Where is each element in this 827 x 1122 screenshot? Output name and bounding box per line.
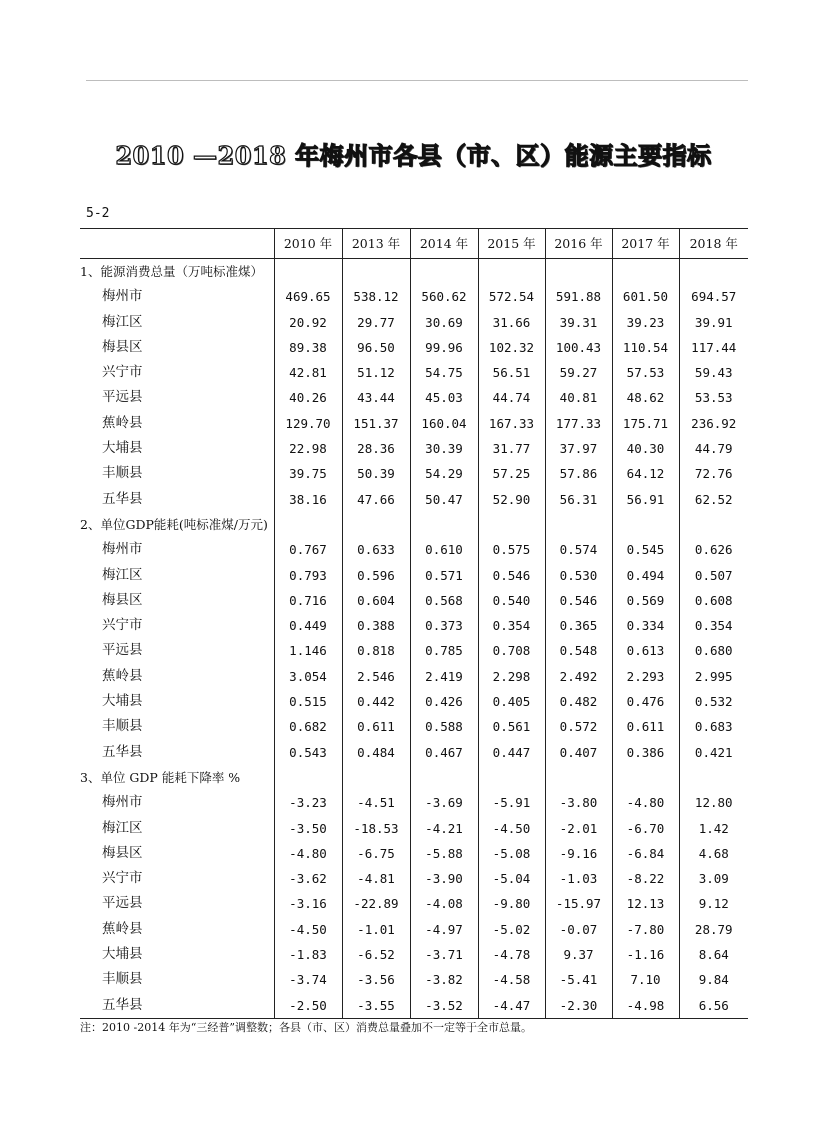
region-name: 平远县 xyxy=(102,642,143,659)
value-cell: 96.50 xyxy=(342,335,410,360)
value-cell: 2.419 xyxy=(410,664,478,689)
value-cell: 0.818 xyxy=(342,638,410,663)
column-header: 2017 年 xyxy=(612,229,679,259)
value-cell: 102.32 xyxy=(478,335,545,360)
value-cell: -3.90 xyxy=(410,866,478,891)
region-name: 梅县区 xyxy=(102,591,143,608)
value-cell: 29.77 xyxy=(342,310,410,335)
footnote: 注：2010 -2014 年为“三经普”调整数；各县（市、区）消费总量叠加不一定等于全市总量。 xyxy=(80,1021,532,1034)
table-row xyxy=(80,284,748,309)
value-cell: -6.52 xyxy=(342,942,410,967)
value-cell: -4.21 xyxy=(410,816,478,841)
value-cell: 12.80 xyxy=(679,790,748,815)
region-name: 五华县 xyxy=(80,993,274,1019)
empty-cell xyxy=(410,259,478,285)
empty-cell xyxy=(342,259,410,285)
value-cell: 0.569 xyxy=(612,588,679,613)
value-cell: 2.995 xyxy=(679,664,748,689)
value-cell: 2.546 xyxy=(342,664,410,689)
value-cell: 0.613 xyxy=(612,638,679,663)
value-cell: 39.91 xyxy=(679,310,748,335)
empty-cell xyxy=(679,512,748,537)
value-cell: -2.50 xyxy=(274,993,342,1019)
value-cell: 9.12 xyxy=(679,891,748,916)
value-cell: 44.79 xyxy=(679,436,748,461)
value-cell: 0.633 xyxy=(342,537,410,562)
value-cell: -3.62 xyxy=(274,866,342,891)
table-code: 5-2 xyxy=(86,206,110,221)
value-cell: 236.92 xyxy=(679,411,748,436)
value-cell: 0.530 xyxy=(545,563,612,588)
value-cell: -6.70 xyxy=(612,816,679,841)
value-cell: -4.58 xyxy=(478,967,545,992)
empty-cell xyxy=(478,512,545,537)
region-name: 梅江区 xyxy=(102,819,143,836)
value-cell: 2.492 xyxy=(545,664,612,689)
value-cell: 0.683 xyxy=(679,714,748,739)
value-cell: -3.71 xyxy=(410,942,478,967)
value-cell: 0.407 xyxy=(545,740,612,765)
empty-cell xyxy=(342,765,410,790)
table-row xyxy=(80,866,748,891)
empty-cell xyxy=(274,512,342,537)
section-heading: 1、能源消费总量（万吨标准煤） xyxy=(80,264,263,279)
region-name: 平远县 xyxy=(102,895,143,912)
value-cell: -5.91 xyxy=(478,790,545,815)
value-cell: 601.50 xyxy=(612,284,679,309)
value-cell: 50.47 xyxy=(410,487,478,512)
value-cell: 0.610 xyxy=(410,537,478,562)
empty-cell xyxy=(612,259,679,285)
value-cell: 20.92 xyxy=(274,310,342,335)
value-cell: 56.91 xyxy=(612,487,679,512)
value-cell: -22.89 xyxy=(342,891,410,916)
region-name: 兴宁市 xyxy=(102,617,143,634)
value-cell: 469.65 xyxy=(274,284,342,309)
value-cell: 0.447 xyxy=(478,740,545,765)
value-cell: -3.50 xyxy=(274,816,342,841)
column-header: 2013 年 xyxy=(342,229,410,259)
region-name: 梅县区 xyxy=(102,844,143,861)
empty-cell xyxy=(612,512,679,537)
value-cell: 0.532 xyxy=(679,689,748,714)
energy-indicators-table xyxy=(80,228,748,1019)
empty-cell xyxy=(410,765,478,790)
value-cell: 0.608 xyxy=(679,588,748,613)
value-cell: -5.41 xyxy=(545,967,612,992)
value-cell: -1.83 xyxy=(274,942,342,967)
value-cell: 56.31 xyxy=(545,487,612,512)
value-cell: 72.76 xyxy=(679,461,748,486)
column-header: 2018 年 xyxy=(679,229,748,259)
value-cell: -4.50 xyxy=(274,917,342,942)
empty-cell xyxy=(410,512,478,537)
value-cell: -4.51 xyxy=(342,790,410,815)
region-name: 梅江区 xyxy=(102,313,143,330)
section-heading-row xyxy=(80,512,748,537)
value-cell: 0.373 xyxy=(410,613,478,638)
value-cell: -9.16 xyxy=(545,841,612,866)
value-cell: 0.588 xyxy=(410,714,478,739)
value-cell: 0.708 xyxy=(478,638,545,663)
value-cell: 39.75 xyxy=(274,461,342,486)
value-cell: 0.561 xyxy=(478,714,545,739)
value-cell: 30.39 xyxy=(410,436,478,461)
value-cell: 1.146 xyxy=(274,638,342,663)
value-cell: 0.548 xyxy=(545,638,612,663)
value-cell: -4.81 xyxy=(342,866,410,891)
value-cell: 6.56 xyxy=(679,993,748,1019)
value-cell: 0.575 xyxy=(478,537,545,562)
value-cell: -2.30 xyxy=(545,993,612,1019)
value-cell: 167.33 xyxy=(478,411,545,436)
value-cell: 0.449 xyxy=(274,613,342,638)
value-cell: -3.56 xyxy=(342,967,410,992)
empty-cell xyxy=(545,512,612,537)
value-cell: 4.68 xyxy=(679,841,748,866)
table-row xyxy=(80,360,748,385)
empty-cell xyxy=(342,512,410,537)
value-cell: 175.71 xyxy=(612,411,679,436)
region-name: 梅江区 xyxy=(102,566,143,583)
value-cell: 0.386 xyxy=(612,740,679,765)
region-name: 大埔县 xyxy=(102,440,143,457)
value-cell: -6.75 xyxy=(342,841,410,866)
value-cell: -0.07 xyxy=(545,917,612,942)
value-cell: 0.334 xyxy=(612,613,679,638)
region-name: 五华县 xyxy=(102,490,143,507)
empty-cell xyxy=(545,259,612,285)
value-cell: 0.611 xyxy=(612,714,679,739)
value-cell: 48.62 xyxy=(612,385,679,410)
header-corner xyxy=(80,229,274,259)
value-cell: 0.507 xyxy=(679,563,748,588)
value-cell: 40.26 xyxy=(274,385,342,410)
table-row xyxy=(80,537,748,562)
value-cell: 160.04 xyxy=(410,411,478,436)
value-cell: 0.442 xyxy=(342,689,410,714)
value-cell: -2.01 xyxy=(545,816,612,841)
value-cell: 0.574 xyxy=(545,537,612,562)
value-cell: -7.80 xyxy=(612,917,679,942)
value-cell: -8.22 xyxy=(612,866,679,891)
value-cell: 0.546 xyxy=(478,563,545,588)
table-row xyxy=(80,714,748,739)
value-cell: 0.793 xyxy=(274,563,342,588)
region-name: 蕉岭县 xyxy=(102,414,143,431)
value-cell: 50.39 xyxy=(342,461,410,486)
value-cell: 0.568 xyxy=(410,588,478,613)
value-cell: 538.12 xyxy=(342,284,410,309)
value-cell: 3.054 xyxy=(274,664,342,689)
table-row xyxy=(80,588,748,613)
value-cell: 0.482 xyxy=(545,689,612,714)
value-cell: 0.354 xyxy=(679,613,748,638)
value-cell: 0.545 xyxy=(612,537,679,562)
table-row xyxy=(80,816,748,841)
value-cell: -3.16 xyxy=(274,891,342,916)
value-cell: -15.97 xyxy=(545,891,612,916)
column-header: 2010 年 xyxy=(274,229,342,259)
value-cell: 9.84 xyxy=(679,967,748,992)
region-name: 蕉岭县 xyxy=(102,920,143,937)
table-row xyxy=(80,917,748,942)
value-cell: 53.53 xyxy=(679,385,748,410)
value-cell: 7.10 xyxy=(612,967,679,992)
value-cell: -9.80 xyxy=(478,891,545,916)
region-name: 五华县 xyxy=(102,743,143,760)
value-cell: 40.81 xyxy=(545,385,612,410)
region-name: 梅州市 xyxy=(102,288,143,305)
value-cell: 45.03 xyxy=(410,385,478,410)
value-cell: 0.604 xyxy=(342,588,410,613)
table-row xyxy=(80,967,748,992)
value-cell: 0.388 xyxy=(342,613,410,638)
empty-cell xyxy=(679,259,748,285)
empty-cell xyxy=(545,765,612,790)
value-cell: 0.571 xyxy=(410,563,478,588)
value-cell: 12.13 xyxy=(612,891,679,916)
value-cell: 0.680 xyxy=(679,638,748,663)
table-row xyxy=(80,942,748,967)
value-cell: 560.62 xyxy=(410,284,478,309)
value-cell: -6.84 xyxy=(612,841,679,866)
value-cell: -5.04 xyxy=(478,866,545,891)
value-cell: -3.74 xyxy=(274,967,342,992)
table-row xyxy=(80,993,748,1019)
value-cell: -5.88 xyxy=(410,841,478,866)
value-cell: 0.540 xyxy=(478,588,545,613)
empty-cell xyxy=(612,765,679,790)
table-row xyxy=(80,638,748,663)
value-cell: -4.80 xyxy=(274,841,342,866)
empty-cell xyxy=(274,259,342,285)
value-cell: 151.37 xyxy=(342,411,410,436)
region-name: 梅州市 xyxy=(102,541,143,558)
region-name: 丰顺县 xyxy=(102,465,143,482)
table-row xyxy=(80,740,748,765)
value-cell: 51.12 xyxy=(342,360,410,385)
value-cell: 0.596 xyxy=(342,563,410,588)
table-row xyxy=(80,563,748,588)
value-cell: 56.51 xyxy=(478,360,545,385)
value-cell: 42.81 xyxy=(274,360,342,385)
value-cell: 0.494 xyxy=(612,563,679,588)
region-name: 蕉岭县 xyxy=(102,667,143,684)
value-cell: -1.03 xyxy=(545,866,612,891)
table-row xyxy=(80,310,748,335)
section-heading: 3、单位 GDP 能耗下降率 % xyxy=(80,769,241,785)
value-cell: 44.74 xyxy=(478,385,545,410)
value-cell: 59.43 xyxy=(679,360,748,385)
value-cell: -4.80 xyxy=(612,790,679,815)
value-cell: 28.36 xyxy=(342,436,410,461)
value-cell: 57.53 xyxy=(612,360,679,385)
table-row xyxy=(80,411,748,436)
value-cell: 572.54 xyxy=(478,284,545,309)
value-cell: 30.69 xyxy=(410,310,478,335)
top-rule xyxy=(86,80,748,81)
value-cell: 100.43 xyxy=(545,335,612,360)
value-cell: 0.365 xyxy=(545,613,612,638)
value-cell: 0.611 xyxy=(342,714,410,739)
value-cell: -4.08 xyxy=(410,891,478,916)
header-row xyxy=(80,229,748,259)
value-cell: 0.682 xyxy=(274,714,342,739)
value-cell: 9.37 xyxy=(545,942,612,967)
value-cell: 8.64 xyxy=(679,942,748,967)
value-cell: 22.98 xyxy=(274,436,342,461)
table-row xyxy=(80,790,748,815)
value-cell: 40.30 xyxy=(612,436,679,461)
value-cell: 2.293 xyxy=(612,664,679,689)
value-cell: -4.78 xyxy=(478,942,545,967)
region-name: 大埔县 xyxy=(102,946,143,963)
value-cell: -3.69 xyxy=(410,790,478,815)
value-cell: 177.33 xyxy=(545,411,612,436)
value-cell: -4.47 xyxy=(478,993,545,1019)
value-cell: 57.25 xyxy=(478,461,545,486)
value-cell: 1.42 xyxy=(679,816,748,841)
value-cell: 0.626 xyxy=(679,537,748,562)
value-cell: 47.66 xyxy=(342,487,410,512)
table-row xyxy=(80,664,748,689)
value-cell: 591.88 xyxy=(545,284,612,309)
value-cell: 0.426 xyxy=(410,689,478,714)
value-cell: 54.75 xyxy=(410,360,478,385)
empty-cell xyxy=(274,765,342,790)
value-cell: 110.54 xyxy=(612,335,679,360)
empty-cell xyxy=(478,765,545,790)
region-name: 兴宁市 xyxy=(102,870,143,887)
value-cell: 54.29 xyxy=(410,461,478,486)
value-cell: 62.52 xyxy=(679,487,748,512)
value-cell: 39.31 xyxy=(545,310,612,335)
value-cell: 0.467 xyxy=(410,740,478,765)
value-cell: 39.23 xyxy=(612,310,679,335)
region-name: 梅州市 xyxy=(102,794,143,811)
table-row xyxy=(80,335,748,360)
region-name: 丰顺县 xyxy=(102,718,143,735)
table-row xyxy=(80,385,748,410)
value-cell: 52.90 xyxy=(478,487,545,512)
section-heading-row xyxy=(80,259,748,285)
region-name: 兴宁市 xyxy=(102,364,143,381)
region-name: 大埔县 xyxy=(102,693,143,710)
value-cell: -4.50 xyxy=(478,816,545,841)
value-cell: 0.767 xyxy=(274,537,342,562)
region-name: 梅县区 xyxy=(102,338,143,355)
value-cell: 31.77 xyxy=(478,436,545,461)
table-row xyxy=(80,613,748,638)
region-name: 丰顺县 xyxy=(102,971,143,988)
value-cell: 694.57 xyxy=(679,284,748,309)
value-cell: -1.01 xyxy=(342,917,410,942)
table-row xyxy=(80,436,748,461)
value-cell: 43.44 xyxy=(342,385,410,410)
table-row xyxy=(80,841,748,866)
value-cell: 0.354 xyxy=(478,613,545,638)
value-cell: -3.55 xyxy=(342,993,410,1019)
value-cell: 2.298 xyxy=(478,664,545,689)
value-cell: 0.515 xyxy=(274,689,342,714)
empty-cell xyxy=(478,259,545,285)
value-cell: 0.421 xyxy=(679,740,748,765)
value-cell: 0.476 xyxy=(612,689,679,714)
value-cell: 37.97 xyxy=(545,436,612,461)
value-cell: -5.08 xyxy=(478,841,545,866)
region-name: 平远县 xyxy=(102,389,143,406)
section-heading: 2、单位GDP能耗(吨标准煤/万元) xyxy=(80,516,268,532)
value-cell: 57.86 xyxy=(545,461,612,486)
value-cell: 38.16 xyxy=(274,487,342,512)
page-title: 2010 —2018 年梅州市各县（市、区）能源主要指标 xyxy=(115,141,712,170)
table-row xyxy=(80,461,748,486)
value-cell: 0.785 xyxy=(410,638,478,663)
value-cell: 28.79 xyxy=(679,917,748,942)
value-cell: 3.09 xyxy=(679,866,748,891)
empty-cell xyxy=(679,765,748,790)
value-cell: 129.70 xyxy=(274,411,342,436)
table-row xyxy=(80,891,748,916)
value-cell: 0.405 xyxy=(478,689,545,714)
value-cell: -3.23 xyxy=(274,790,342,815)
section-heading-row xyxy=(80,765,748,790)
value-cell: 0.484 xyxy=(342,740,410,765)
value-cell: -3.82 xyxy=(410,967,478,992)
value-cell: 64.12 xyxy=(612,461,679,486)
column-header: 2015 年 xyxy=(478,229,545,259)
value-cell: -5.02 xyxy=(478,917,545,942)
value-cell: -1.16 xyxy=(612,942,679,967)
value-cell: 99.96 xyxy=(410,335,478,360)
value-cell: 31.66 xyxy=(478,310,545,335)
table-row xyxy=(80,487,748,512)
column-header: 2014 年 xyxy=(410,229,478,259)
value-cell: 0.546 xyxy=(545,588,612,613)
value-cell: -4.98 xyxy=(612,993,679,1019)
table-row xyxy=(80,689,748,714)
value-cell: -18.53 xyxy=(342,816,410,841)
value-cell: 0.543 xyxy=(274,740,342,765)
value-cell: -4.97 xyxy=(410,917,478,942)
value-cell: -3.80 xyxy=(545,790,612,815)
value-cell: -3.52 xyxy=(410,993,478,1019)
value-cell: 59.27 xyxy=(545,360,612,385)
value-cell: 117.44 xyxy=(679,335,748,360)
value-cell: 0.716 xyxy=(274,588,342,613)
value-cell: 0.572 xyxy=(545,714,612,739)
value-cell: 89.38 xyxy=(274,335,342,360)
column-header: 2016 年 xyxy=(545,229,612,259)
